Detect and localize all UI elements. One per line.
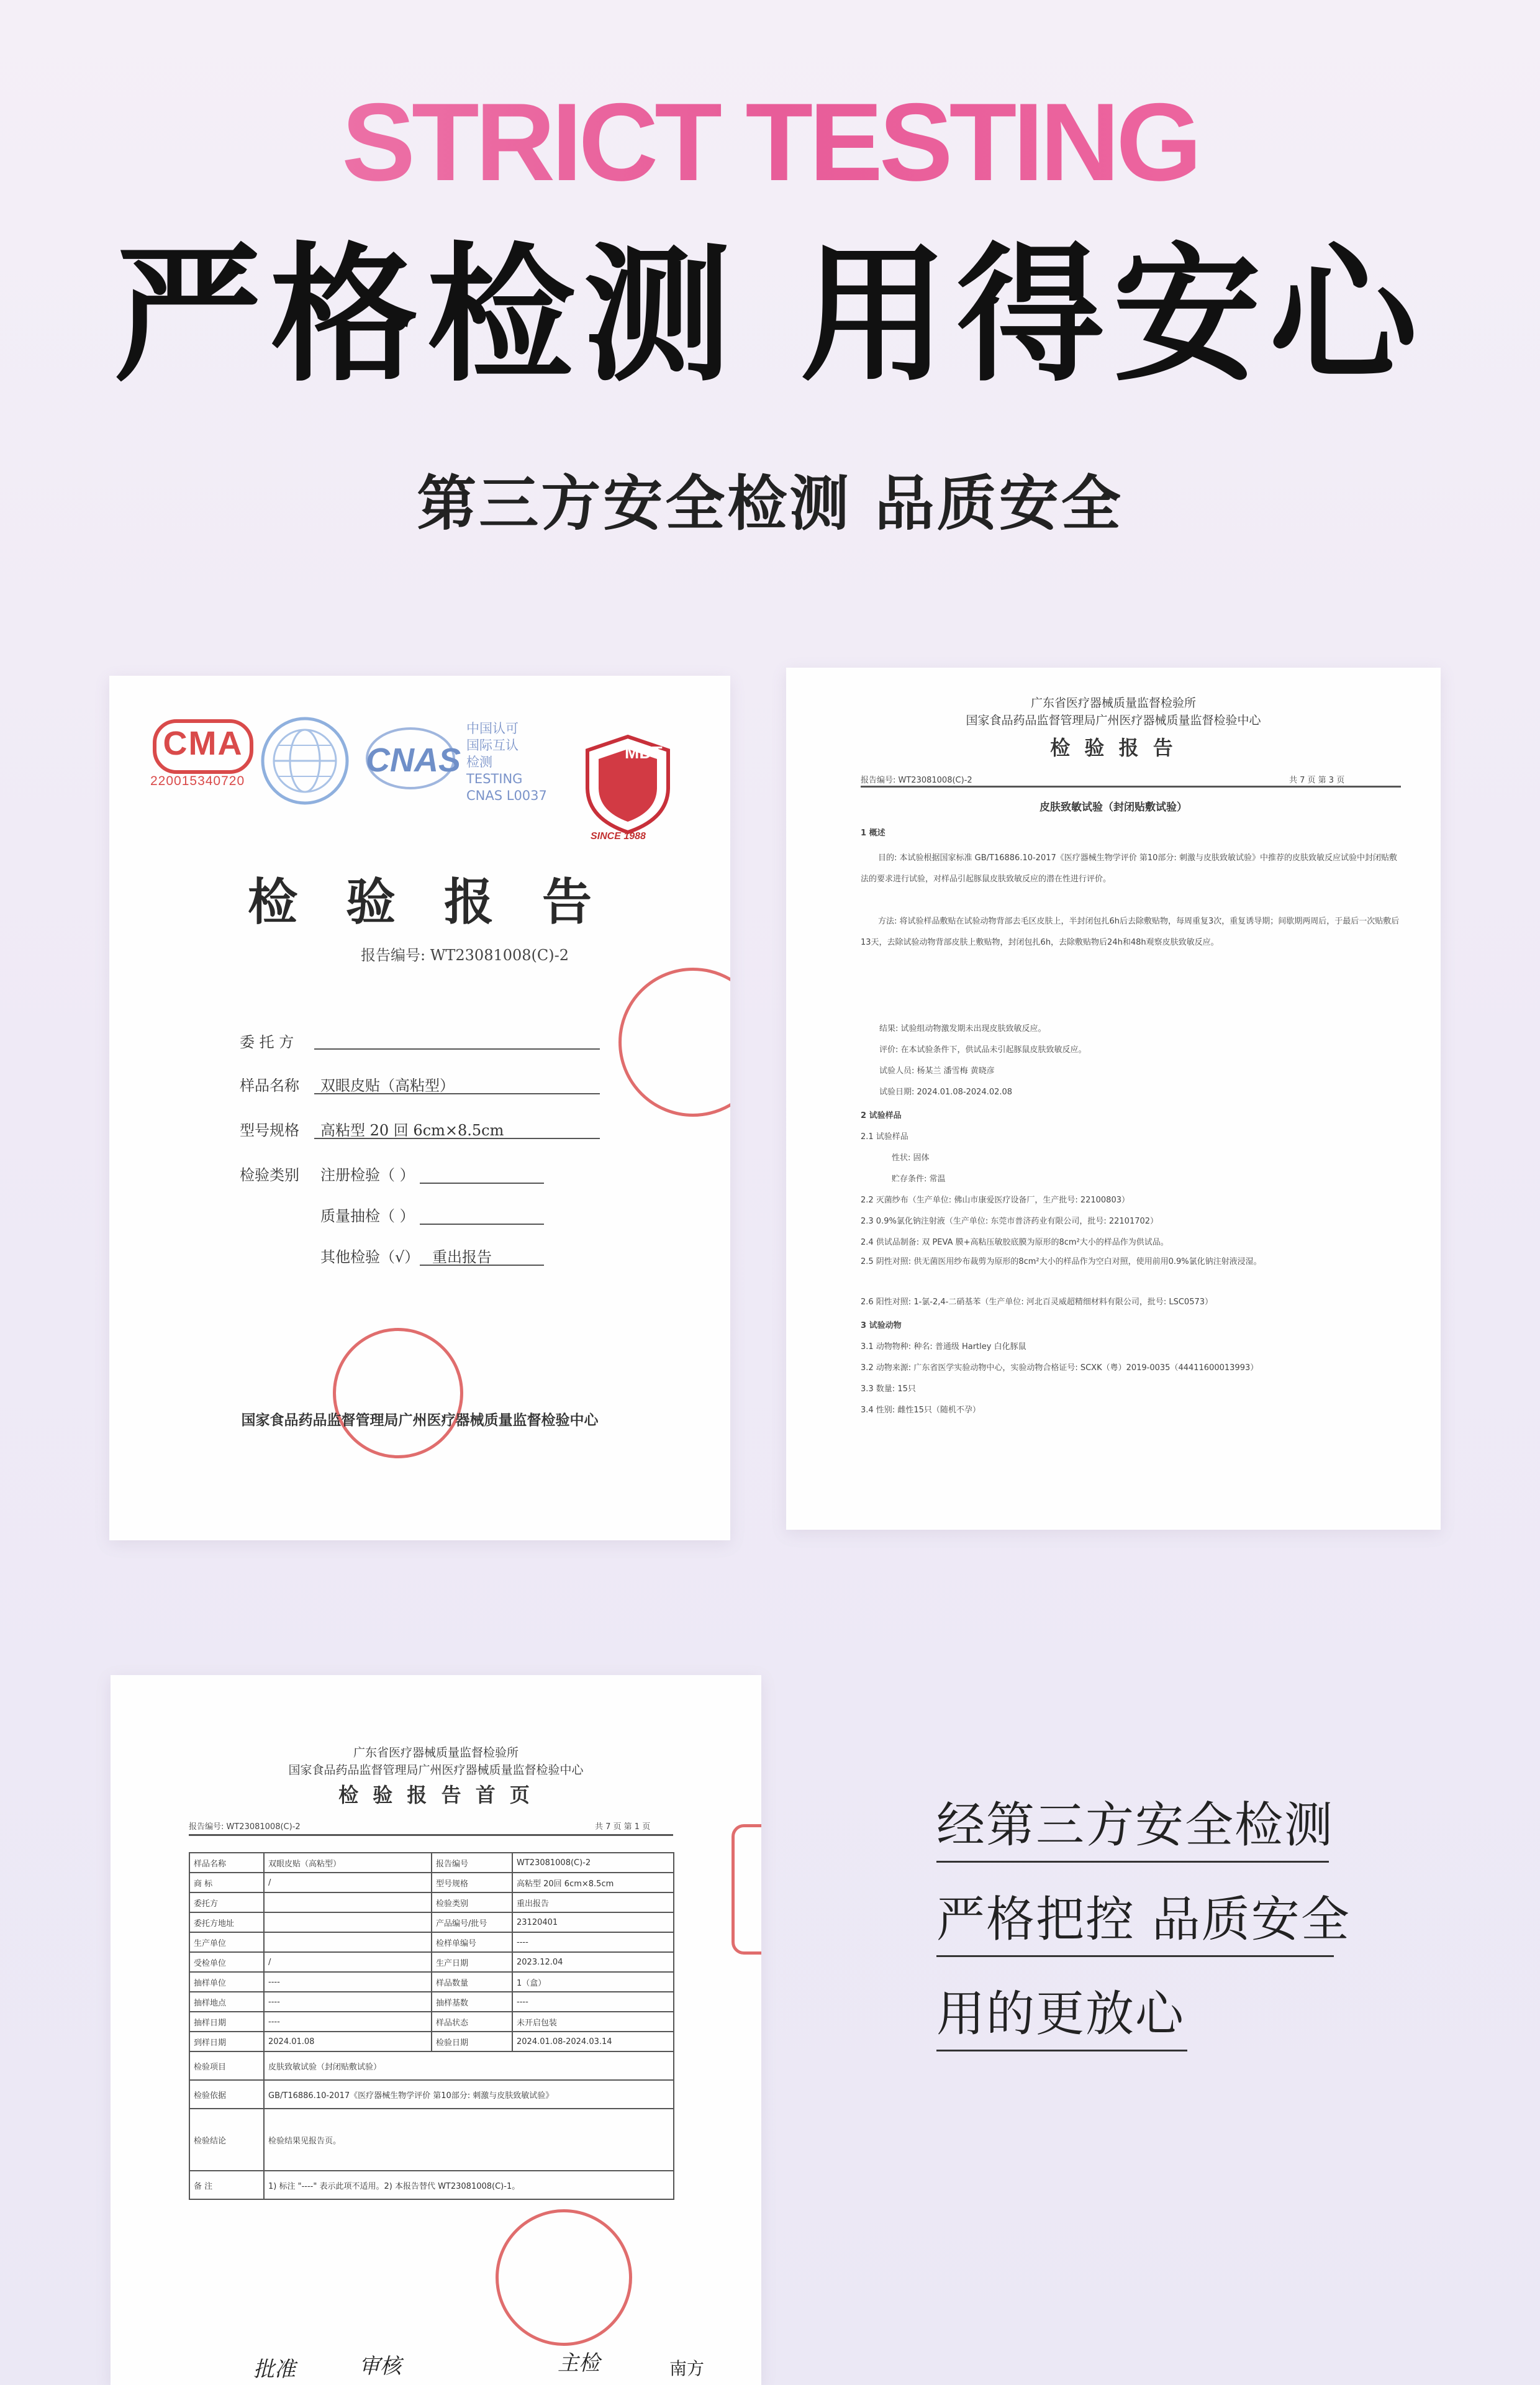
table-cell: ---- [512, 1992, 674, 2012]
section-3-4: 3.4 性别: 雌性15只（随机不孕） [861, 1406, 981, 1415]
table-cell: 抽样基数 [432, 1992, 512, 2012]
table-row [189, 1972, 674, 1992]
table-row [189, 1912, 674, 1932]
table-cell [264, 1912, 432, 1932]
table-cell: 抽样地点 [189, 1992, 264, 2012]
table-cell: 皮肤致敏试验（封闭贴敷试验） [264, 2051, 674, 2080]
table-cell: 2024.01.08-2024.03.14 [512, 2032, 674, 2051]
claim-underline [936, 1955, 1334, 1957]
issuing-organization: 国家食品药品监督管理局广州医疗器械质量监督检验中心 [241, 1412, 599, 1429]
org-name-2: 国家食品药品监督管理局广州医疗器械质量监督检验中心 [966, 714, 1261, 727]
table-cell: 2023.12.04 [512, 1952, 674, 1972]
table-cell: 生产单位 [189, 1932, 264, 1952]
cnas-logo-text: CNAS [366, 742, 461, 779]
section-1-date: 试验日期: 2024.01.08-2024.02.08 [879, 1088, 1013, 1097]
section-1-evaluation: 评价: 在本试验条件下，供试品未引起豚鼠皮肤致敏反应。 [879, 1045, 1087, 1055]
table-cell: 检验日期 [432, 2032, 512, 2051]
sensitization-test-document [786, 668, 1441, 1530]
table-cell: GB/T16886.10-2017《医疗器械生物学评价 第10部分: 刺激与皮肤致敏试验》 [264, 2080, 674, 2109]
table-cell: 型号规格 [432, 1873, 512, 1892]
table-row [189, 2051, 674, 2080]
model-label: 型号规格 [240, 1122, 299, 1139]
org-name-2: 国家食品药品监督管理局广州医疗器械质量监督检验中心 [288, 1763, 584, 1777]
section-2-4: 2.4 供试品制备: 双 PEVA 膜+高粘压敏胶底膜为原形的8cm²大小的样品作为供试品。 [861, 1238, 1169, 1247]
table-cell [264, 1932, 432, 1952]
table-cell: ---- [264, 1992, 432, 2012]
hero-subtitle: 第三方安全检测 品质安全 [417, 469, 1123, 538]
section-1-purpose: 目的: 本试验根据国家标准 GB/T16886.10-2017《医疗器械生物学评价 第10部分: 刺激与皮肤致敏试验》中推荐的皮肤致敏反应试验中封闭贴敷法的要求进行试验，对样品引起豚鼠皮肤致敏反应的潜在性进行评价。 [861, 853, 1397, 884]
hero-title-en: STRICT TESTING [0, 87, 1540, 198]
section-1-method: 方法: 将试验样品敷贴在试验动物背部去毛区皮肤上，半封闭包扎6h后去除敷贴物，每周重复3次，重复诱导期；间歇期两周后，于最后一次贴敷后13天，去除试验动物背部皮肤上敷贴物，封闭包扎6h，去除敷贴物后24h和48h观察皮肤致敏反应。 [861, 917, 1400, 947]
red-seal-stamp [618, 968, 730, 1117]
section-3-1: 3.1 动物物种: 种名: 普通级 Hartley 白化豚鼠 [861, 1342, 1026, 1352]
table-cell: 高粘型 20回 6cm×8.5cm [512, 1873, 674, 1892]
section-2-3: 2.3 0.9%氯化钠注射液（生产单位: 东莞市普济药业有限公司，批号: 22101702） [861, 1217, 1159, 1226]
type-other: 其他检验（√） [320, 1248, 420, 1266]
table-row [189, 1892, 674, 1912]
table-cell: ---- [264, 2012, 432, 2032]
report-title: 检验报告 [248, 873, 640, 931]
cma-logo: CMA [153, 719, 253, 774]
signature: 南方 [669, 2358, 705, 2379]
table-cell: 1) 标注 "----" 表示此项不适用。2) 本报告替代 WT23081008(C)-1。 [264, 2171, 674, 2199]
table-cell: 样品名称 [189, 1853, 264, 1873]
signature: 主检 [558, 2351, 600, 2376]
report-number: 报告编号: WT23081008(C)-2 [861, 776, 972, 785]
table-cell: WT23081008(C)-2 [512, 1853, 674, 1873]
doc2-title: 检 验 报 告 [1050, 736, 1177, 760]
section-1-result: 结果: 试验组动物激发期未出现皮肤致敏反应。 [879, 1024, 1046, 1034]
org-name-1: 广东省医疗器械质量监督检验所 [353, 1746, 519, 1760]
table-cell: 检样单编号 [432, 1932, 512, 1952]
claim-text: 用的更放心 [936, 1986, 1185, 2042]
table-cell: 样品数量 [432, 1972, 512, 1992]
cma-number: 220015340720 [150, 774, 245, 788]
table-cell: 备 注 [189, 2171, 264, 2199]
client-label: 委 托 方 [240, 1034, 294, 1051]
org-name-1: 广东省医疗器械质量监督检验所 [1030, 696, 1196, 710]
table-cell: 样品状态 [432, 2012, 512, 2032]
table-cell [264, 1892, 432, 1912]
table-cell: / [264, 1952, 432, 1972]
section-2-1-state: 性状: 固体 [892, 1153, 930, 1163]
table-cell: 报告编号 [432, 1853, 512, 1873]
page-number: 共 7 页 第 3 页 [1289, 776, 1345, 785]
table-cell: / [264, 1873, 432, 1892]
section-3: 3 试验动物 [861, 1321, 902, 1330]
signature: 审核 [359, 2354, 401, 2379]
table-row [189, 2171, 674, 2199]
type-quality: 质量抽检（ ） [320, 1207, 415, 1225]
table-row [189, 2080, 674, 2109]
type-label: 检验类别 [240, 1166, 299, 1184]
report-info-table [189, 1852, 674, 2200]
table-cell: 生产日期 [432, 1952, 512, 1972]
table-cell: 2024.01.08 [264, 2032, 432, 2051]
section-1: 1 概述 [861, 829, 886, 838]
section-3-3: 3.3 数量: 15只 [861, 1384, 916, 1394]
table-row [189, 2032, 674, 2051]
table-cell: 抽样日期 [189, 2012, 264, 2032]
cnas-accreditation-text: 中国认可 国际互认 检测 TESTING CNAS L0037 [466, 721, 547, 803]
table-cell: 双眼皮贴（高粘型） [264, 1853, 432, 1873]
red-seal-stamp [496, 2209, 632, 2346]
report-cover-document [109, 676, 730, 1540]
claim-underline [936, 1861, 1329, 1863]
table-cell: ---- [512, 1932, 674, 1952]
model-value: 高粘型 20 回 6cm×8.5cm [320, 1122, 504, 1139]
claim-text: 严格把控 品质安全 [936, 1892, 1351, 1948]
table-cell: 检验依据 [189, 2080, 264, 2109]
section-2: 2 试验样品 [861, 1111, 902, 1120]
report-first-page-document [111, 1675, 761, 2385]
type-registration: 注册检验（ ） [320, 1166, 415, 1184]
claim-text: 经第三方安全检测 [936, 1797, 1334, 1853]
type-other-value: 重出报告 [432, 1248, 492, 1266]
signature: 批准 [253, 2357, 296, 2382]
table-row [189, 2012, 674, 2032]
doc3-title: 检 验 报 告 首 页 [338, 1783, 533, 1807]
table-cell: 重出报告 [512, 1892, 674, 1912]
report-number: 报告编号: WT23081008(C)-2 [189, 1822, 301, 1832]
table-cell: 1（盒） [512, 1972, 674, 1992]
table-row [189, 1873, 674, 1892]
table-row [189, 1932, 674, 1952]
table-cell: 检验结论 [189, 2109, 264, 2171]
table-cell: 检验项目 [189, 2051, 264, 2080]
table-cell: 抽样单位 [189, 1972, 264, 1992]
table-cell: 未开启包装 [512, 2012, 674, 2032]
hero-title-cn: 严格检测 用得安心 [114, 230, 1426, 402]
section-2-5: 2.5 阴性对照: 供无菌医用纱布裁剪为原形的8cm²大小的样品作为空白对照，使用前用0.9%氯化钠注射液浸湿。 [861, 1257, 1262, 1266]
section-3-2: 3.2 动物来源: 广东省医学实验动物中心，实验动物合格证号: SCXK（粤）2019-0035（44411600013993） [861, 1363, 1259, 1373]
table-cell: 受检单位 [189, 1952, 264, 1972]
table-cell: 委托方 [189, 1892, 264, 1912]
table-row [189, 2109, 674, 2171]
section-2-1: 2.1 试验样品 [861, 1132, 908, 1142]
table-row [189, 1853, 674, 1873]
mdt-logo-text: MDT [625, 743, 663, 762]
table-cell: ---- [264, 1972, 432, 1992]
page-number: 共 7 页 第 1 页 [595, 1822, 651, 1832]
section-2-1-storage: 贮存条件: 常温 [892, 1174, 946, 1184]
table-cell: 委托方地址 [189, 1912, 264, 1932]
table-cell: 检验类别 [432, 1892, 512, 1912]
sample-value: 双眼皮贴（高粘型） [320, 1077, 455, 1094]
table-cell: 23120401 [512, 1912, 674, 1932]
section-title: 皮肤致敏试验（封闭贴敷试验） [1040, 801, 1187, 814]
table-cell: 检验结果见报告页。 [264, 2109, 674, 2171]
claim-underline [936, 2050, 1187, 2051]
table-row [189, 1992, 674, 2012]
since-text: SINCE 1988 [591, 831, 646, 842]
table-cell: 到样日期 [189, 2032, 264, 2051]
red-seal-stamp [732, 1824, 761, 1955]
table-cell: 产品编号/批号 [432, 1912, 512, 1932]
table-row [189, 1952, 674, 1972]
red-seal-stamp [333, 1328, 463, 1458]
section-2-2: 2.2 灭菌纱布（生产单位: 佛山市康爱医疗设备厂，生产批号: 22100803） [861, 1196, 1130, 1205]
globe-seal-icon [258, 714, 351, 807]
table-cell: 商 标 [189, 1873, 264, 1892]
section-1-staff: 试验人员: 杨某兰 潘雪梅 黄晓彦 [879, 1066, 995, 1076]
sample-label: 样品名称 [240, 1077, 299, 1094]
section-2-6: 2.6 阳性对照: 1-氯-2,4-二硝基苯（生产单位: 河北百灵威超精细材料有限公司，批号: LSC0573） [861, 1297, 1213, 1307]
report-number: 报告编号: WT23081008(C)-2 [361, 947, 569, 964]
